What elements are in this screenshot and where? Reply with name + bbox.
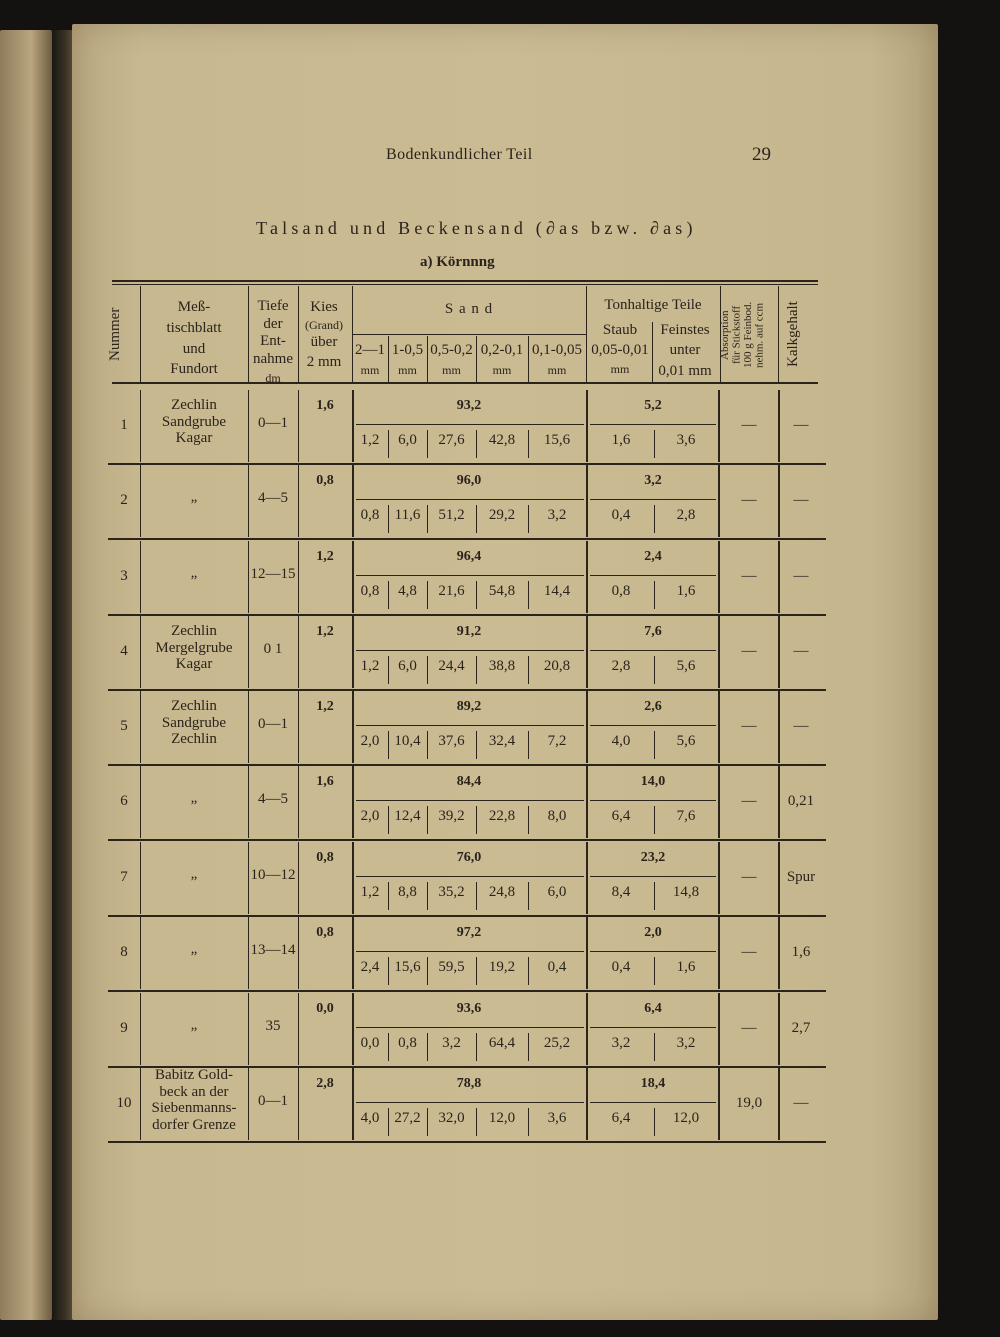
lime-content-cell: — [793, 1095, 809, 1111]
absorption-cell: — [741, 1020, 757, 1036]
sand-fraction-cell: 0,8 [360, 507, 380, 523]
sand-fraction-cell: 54,8 [488, 583, 516, 599]
clay-total-cell: 5,2 [644, 398, 662, 413]
gravel-cell: 2,8 [316, 1076, 334, 1091]
header-sand-col-4: 0,2-0,1 mm [480, 342, 524, 377]
sand-fraction-cell: 12,4 [394, 808, 421, 824]
absorption-cell: — [741, 568, 757, 584]
finest-cell: 5,6 [676, 733, 696, 749]
ton-total-rule [590, 725, 716, 726]
header-staub: Staub 0,05-0,01 mm [591, 322, 649, 376]
sand-fraction-cell: 6,0 [547, 884, 567, 900]
location-cell: Zechlin Mergelgrube Kagar [155, 623, 233, 673]
sand-fraction-cell: 8,0 [547, 808, 567, 824]
row-number: 6 [120, 793, 128, 809]
sand-fraction-cell: 6,0 [398, 658, 417, 674]
sand-total-cell: 84,4 [456, 774, 482, 789]
sand-fraction-cell: 32,0 [438, 1110, 465, 1126]
sand-fraction-cell: 24,8 [488, 884, 516, 900]
sand-fraction-cell: 0,0 [360, 1035, 380, 1051]
row-number: 4 [120, 643, 128, 659]
lime-content-cell: Spur [786, 869, 816, 885]
absorption-cell: — [741, 417, 757, 433]
row-number: 8 [120, 944, 128, 960]
ton-total-rule [590, 424, 716, 425]
ton-total-rule [590, 575, 716, 576]
sand-fraction-cell: 38,8 [488, 658, 516, 674]
clay-total-cell: 2,6 [644, 699, 662, 714]
sand-fraction-cell: 15,6 [394, 959, 421, 975]
sand-total-rule [356, 650, 584, 651]
finest-cell: 2,8 [676, 507, 696, 523]
sand-fraction-cell: 1,2 [360, 432, 380, 448]
sand-fraction-cell: 6,0 [398, 432, 417, 448]
sand-fraction-cell: 19,2 [488, 959, 516, 975]
ton-total-rule [590, 499, 716, 500]
finest-cell: 5,6 [676, 658, 696, 674]
depth-cell: 12—15 [250, 566, 296, 582]
silt-cell: 3,2 [611, 1035, 631, 1051]
sand-fraction-cell: 59,5 [438, 959, 465, 975]
sand-total-cell: 96,0 [456, 473, 482, 488]
sand-fraction-cell: 2,4 [360, 959, 380, 975]
gravel-cell: 0,0 [316, 1001, 334, 1016]
header-tiefe: Tiefe der Ent- nahme dm [253, 298, 293, 385]
sand-fraction-cell: 25,2 [543, 1035, 571, 1051]
location-cell: „ [190, 789, 198, 806]
header-sand-col-1: 2—1 mm [355, 342, 385, 377]
location-cell: „ [190, 865, 198, 882]
row-rule [108, 538, 826, 540]
sand-total-cell: 96,4 [456, 549, 482, 564]
table-subtitle: a) Körnnng [420, 254, 495, 270]
row-rule [108, 1141, 826, 1143]
lime-content-cell: 1,6 [791, 944, 811, 960]
depth-cell: 0—1 [258, 415, 288, 431]
sand-total-cell: 89,2 [456, 699, 482, 714]
sand-fraction-cell: 0,4 [547, 959, 567, 975]
location-cell: „ [190, 488, 198, 505]
sand-total-rule [356, 499, 584, 500]
absorption-cell: — [741, 718, 757, 734]
depth-cell: 4—5 [258, 791, 288, 807]
sand-fraction-cell: 4,0 [360, 1110, 380, 1126]
gravel-cell: 1,2 [316, 549, 334, 564]
sand-fraction-cell: 21,6 [438, 583, 465, 599]
header-sand: S a n d [444, 301, 494, 317]
clay-total-cell: 7,6 [644, 624, 662, 639]
clay-total-cell: 2,0 [644, 925, 662, 940]
sand-header-rule [352, 334, 586, 335]
sand-fraction-cell: 35,2 [438, 884, 465, 900]
silt-cell: 0,8 [611, 583, 631, 599]
header-feinstes: Feinstes unter 0,01 mm [658, 322, 712, 379]
lime-content-cell: 2,7 [791, 1020, 811, 1036]
sand-fraction-cell: 3,6 [547, 1110, 567, 1126]
silt-cell: 6,4 [611, 1110, 631, 1126]
sand-fraction-cell: 42,8 [488, 432, 516, 448]
gravel-cell: 0,8 [316, 473, 334, 488]
lime-content-cell: — [793, 718, 809, 734]
depth-cell: 4—5 [258, 490, 288, 506]
ton-total-rule [590, 800, 716, 801]
silt-cell: 1,6 [611, 432, 631, 448]
sand-fraction-cell: 2,0 [360, 733, 380, 749]
sand-fraction-cell: 24,4 [438, 658, 465, 674]
lime-content-cell: — [793, 417, 809, 433]
finest-cell: 12,0 [672, 1110, 700, 1126]
row-number: 5 [120, 718, 128, 734]
finest-cell: 1,6 [676, 583, 696, 599]
ton-total-rule [590, 1027, 716, 1028]
header-nummer: Nummer [107, 307, 123, 361]
sand-fraction-cell: 51,2 [438, 507, 465, 523]
ton-total-rule [590, 650, 716, 651]
header-kalkgehalt: Kalkgehalt [785, 301, 801, 367]
absorption-cell: 19,0 [735, 1095, 763, 1111]
sand-total-cell: 76,0 [456, 850, 482, 865]
sand-fraction-cell: 3,2 [442, 1035, 461, 1051]
sand-fraction-cell: 1,2 [360, 884, 380, 900]
sand-total-rule [356, 424, 584, 425]
header-column-rule [586, 286, 587, 382]
sand-fraction-cell: 37,6 [438, 733, 465, 749]
gravel-cell: 0,8 [316, 925, 334, 940]
sand-fraction-cell: 0,8 [360, 583, 380, 599]
sand-total-cell: 91,2 [456, 624, 482, 639]
sand-fraction-cell: 22,8 [488, 808, 516, 824]
row-number: 7 [120, 869, 128, 885]
finest-cell: 1,6 [676, 959, 696, 975]
depth-cell: 0—1 [258, 1093, 288, 1109]
location-cell: Babitz Gold- beck an der Siebenmanns- dorfer Grenze [151, 1067, 237, 1133]
absorption-cell: — [741, 492, 757, 508]
header-kies: Kies (Grand) über 2 mm [305, 299, 343, 370]
sand-fraction-cell: 4,8 [398, 583, 417, 599]
lime-content-cell: 0,21 [787, 793, 815, 809]
sand-total-cell: 97,2 [456, 925, 482, 940]
header-bottom-rule [112, 382, 818, 384]
clay-total-cell: 23,2 [640, 850, 666, 865]
finest-cell: 3,6 [676, 432, 696, 448]
sand-fraction-cell: 32,4 [488, 733, 516, 749]
sand-fraction-cell: 15,6 [543, 432, 571, 448]
sand-fraction-cell: 0,8 [398, 1035, 417, 1051]
clay-total-cell: 3,2 [644, 473, 662, 488]
depth-cell: 0—1 [258, 716, 288, 732]
depth-cell: 10—12 [250, 867, 296, 883]
header-sand-col-3: 0,5-0,2 mm [430, 342, 473, 377]
page-number: 29 [752, 144, 771, 165]
silt-cell: 2,8 [611, 658, 631, 674]
header-absorption: Absorption für Stickstoff 100 g Feinbod. nehm. auf ccm [719, 301, 766, 369]
ton-total-rule [590, 876, 716, 877]
sand-fraction-cell: 39,2 [438, 808, 465, 824]
silt-cell: 0,4 [611, 507, 631, 523]
silt-cell: 6,4 [611, 808, 631, 824]
sand-fraction-cell: 1,2 [360, 658, 380, 674]
sand-fraction-cell: 29,2 [488, 507, 516, 523]
clay-total-cell: 14,0 [640, 774, 666, 789]
sand-fraction-cell: 20,8 [543, 658, 571, 674]
location-cell: Zechlin Sandgrube Kagar [161, 397, 227, 447]
location-cell: Zechlin Sandgrube Zechlin [161, 698, 227, 748]
absorption-cell: — [741, 944, 757, 960]
row-number: 9 [120, 1020, 128, 1036]
sand-total-rule [356, 725, 584, 726]
depth-cell: 13—14 [250, 942, 296, 958]
header-sand-col-2: 1-0,5 mm [391, 342, 424, 377]
finest-cell: 14,8 [672, 884, 700, 900]
row-number: 10 [116, 1095, 132, 1111]
sand-total-cell: 93,6 [456, 1001, 482, 1016]
row-number: 3 [120, 568, 128, 584]
depth-cell: 35 [265, 1018, 281, 1034]
lime-content-cell: — [793, 492, 809, 508]
header-column-rule [778, 286, 779, 382]
row-rule [108, 990, 826, 992]
sand-fraction-cell: 12,0 [488, 1110, 516, 1126]
table-top-rule-thin [112, 284, 818, 285]
finest-cell: 7,6 [676, 808, 696, 824]
sand-fraction-cell: 2,0 [360, 808, 380, 824]
row-number: 1 [120, 417, 128, 433]
sand-total-rule [356, 575, 584, 576]
row-number: 2 [120, 492, 128, 508]
gravel-cell: 1,6 [316, 398, 334, 413]
header-sand-col-5: 0,1-0,05 mm [532, 342, 582, 377]
sand-fraction-cell: 27,2 [394, 1110, 421, 1126]
clay-total-cell: 18,4 [640, 1076, 666, 1091]
silt-cell: 0,4 [611, 959, 631, 975]
ton-total-rule [590, 1102, 716, 1103]
absorption-cell: — [741, 793, 757, 809]
sand-total-rule [356, 1027, 584, 1028]
clay-total-cell: 6,4 [644, 1001, 662, 1016]
lime-content-cell: — [793, 568, 809, 584]
gravel-cell: 1,6 [316, 774, 334, 789]
gravel-cell: 1,2 [316, 699, 334, 714]
clay-total-cell: 2,4 [644, 549, 662, 564]
sand-total-rule [356, 800, 584, 801]
absorption-cell: — [741, 643, 757, 659]
sand-fraction-cell: 64,4 [488, 1035, 516, 1051]
silt-cell: 8,4 [611, 884, 631, 900]
gravel-cell: 0,8 [316, 850, 334, 865]
sand-fraction-cell: 14,4 [543, 583, 571, 599]
running-head: Bodenkundlicher Teil [386, 146, 533, 163]
sand-fraction-cell: 7,2 [547, 733, 567, 749]
sand-fraction-cell: 3,2 [547, 507, 567, 523]
gravel-cell: 1,2 [316, 624, 334, 639]
finest-cell: 3,2 [676, 1035, 696, 1051]
header-messtischblatt: Meß- tischblatt und Fundort [166, 299, 222, 378]
table-top-rule [112, 280, 818, 282]
sand-fraction-cell: 10,4 [394, 733, 421, 749]
sand-fraction-cell: 27,6 [438, 432, 465, 448]
sand-fraction-cell: 8,8 [398, 884, 417, 900]
header-tonhaltige: Tonhaltige Teile [604, 297, 702, 313]
sand-total-cell: 78,8 [456, 1076, 482, 1091]
row-rule [108, 839, 826, 841]
sand-total-rule [356, 876, 584, 877]
sand-total-rule [356, 1102, 584, 1103]
sand-total-rule [356, 951, 584, 952]
sand-fraction-cell: 11,6 [394, 507, 421, 523]
location-cell: „ [190, 940, 198, 957]
table-title: Talsand und Beckensand (∂as bzw. ∂as) [256, 218, 697, 238]
location-cell: „ [190, 564, 198, 581]
silt-cell: 4,0 [611, 733, 631, 749]
ton-total-rule [590, 951, 716, 952]
sand-total-cell: 93,2 [456, 398, 482, 413]
location-cell: „ [190, 1016, 198, 1033]
lime-content-cell: — [793, 643, 809, 659]
depth-cell: 0 1 [263, 641, 283, 657]
absorption-cell: — [741, 869, 757, 885]
